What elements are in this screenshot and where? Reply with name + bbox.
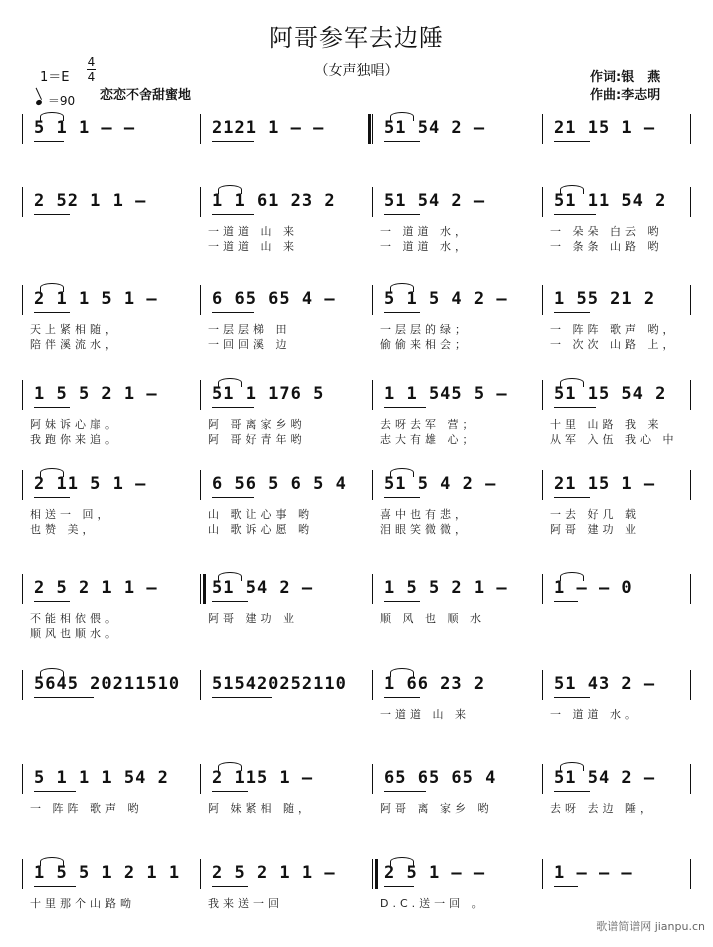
lyric-line-1: 一层层梯 田: [208, 323, 291, 336]
beam-line: [34, 312, 70, 313]
slur-mark: [218, 185, 242, 194]
barline: [200, 574, 201, 604]
beam-line: [34, 497, 70, 498]
measure-notes: 1 5 5 1 2 1 1: [34, 863, 181, 883]
lyric-line-2: 一 次次 山路 上，: [550, 338, 678, 351]
measure-notes: 1 – – 0: [554, 578, 633, 598]
slur-mark: [218, 572, 242, 581]
lyric-line-1: 十里 山路 我 来: [550, 418, 663, 431]
beam-line: [34, 214, 70, 215]
lyric-line-2: 从军 入伍 我心 中: [550, 433, 678, 446]
repeat-barline: [368, 114, 371, 144]
measure-notes: 515420252110: [212, 674, 347, 694]
barline: [200, 114, 201, 144]
lyric-line-1: 一 阵阵 歌声 哟: [30, 802, 143, 815]
lyric-line-2: 一 道道 水，: [380, 240, 470, 253]
barline: [542, 670, 543, 700]
score-row: [0, 185, 713, 275]
beam-line: [384, 601, 420, 602]
tempo-marking: [36, 92, 75, 109]
lyric-line-1: D.C.送一回 。: [380, 897, 487, 910]
beam-line: [384, 312, 420, 313]
barline: [690, 470, 691, 500]
barline: [372, 187, 373, 217]
measure-notes: 1 5 5 2 1 –: [384, 578, 508, 598]
tempo-value: ＝90: [47, 94, 76, 108]
barline: [690, 670, 691, 700]
measure-notes: 2 5 2 1 1 –: [34, 578, 158, 598]
beam-line: [34, 886, 76, 887]
barline: [200, 470, 201, 500]
barline: [200, 380, 201, 410]
measure-notes: 51 15 54 2: [554, 384, 667, 404]
beam-line: [34, 407, 70, 408]
measure-notes: 1 – – –: [554, 863, 633, 883]
lyric-line-2: 阿 哥好青年哟: [208, 433, 306, 446]
barline: [690, 187, 691, 217]
beam-line: [554, 312, 590, 313]
measure-notes: 21 15 1 –: [554, 474, 656, 494]
measure-notes: 2 11 5 1 –: [34, 474, 147, 494]
time-signature-bottom: 4: [87, 70, 96, 84]
measure-notes: 6 65 65 4 –: [212, 289, 336, 309]
barline: [542, 764, 543, 794]
measure-notes: 65 65 65 4: [384, 768, 497, 788]
barline: [372, 114, 373, 144]
beam-line: [384, 497, 420, 498]
lyric-line-1: 天上紧相随，: [30, 323, 120, 336]
barline: [542, 187, 543, 217]
barline: [200, 764, 201, 794]
beam-line: [212, 497, 254, 498]
measure-notes: 51 54 2 –: [384, 191, 486, 211]
time-signature-top: 4: [87, 55, 96, 69]
barline: [22, 380, 23, 410]
lyric-line-2: 志大有雄 心；: [380, 433, 478, 446]
lyric-line-1: 喜中也有悲，: [380, 508, 470, 521]
beam-line: [554, 407, 596, 408]
measure-notes: 21 15 1 –: [554, 118, 656, 138]
beam-line: [554, 886, 578, 887]
measure-notes: 1 1 545 5 –: [384, 384, 508, 404]
measure-notes: 5645 20211510: [34, 674, 181, 694]
measure-notes: 1 5 5 2 1 –: [34, 384, 158, 404]
barline: [200, 187, 201, 217]
lyric-line-1: 不能相依偎。: [30, 612, 120, 625]
lyric-line-2: 阿哥 建功 业: [550, 523, 640, 536]
barline: [22, 114, 23, 144]
measure-notes: 5 1 1 – –: [34, 118, 136, 138]
barline: [372, 470, 373, 500]
measure-notes: 51 54 2 –: [384, 118, 486, 138]
lyric-line-1: 阿哥 离 家乡 哟: [380, 802, 493, 815]
beam-line: [554, 601, 578, 602]
measure-notes: 2 5 1 – –: [384, 863, 486, 883]
lyric-line-1: 一 道道 水。: [550, 708, 640, 721]
beam-line: [384, 697, 420, 698]
slur-mark: [390, 283, 414, 292]
measure-notes: 1 55 21 2: [554, 289, 656, 309]
lyric-line-1: 顺 风 也 顺 水: [380, 612, 485, 625]
lyric-line-2: 一 条条 山路 哟: [550, 240, 663, 253]
slur-mark: [560, 378, 584, 387]
quarter-note-icon: [35, 99, 43, 106]
barline: [542, 380, 543, 410]
slur-mark: [560, 572, 584, 581]
lyric-line-1: 一层层的绿；: [380, 323, 470, 336]
slur-mark: [390, 468, 414, 477]
slur-mark: [218, 378, 242, 387]
lyric-line-1: 相送一 回，: [30, 508, 113, 521]
barline: [372, 764, 373, 794]
lyric-line-1: 一 道道 水，: [380, 225, 470, 238]
composer-credit: 作曲:李志明: [590, 88, 661, 103]
slur-mark: [560, 762, 584, 771]
barline: [542, 114, 543, 144]
measure-notes: 51 1 176 5: [212, 384, 325, 404]
lyric-line-1: 一去 好几 载: [550, 508, 640, 521]
beam-line: [212, 214, 254, 215]
slur-mark: [40, 283, 64, 292]
lyric-line-1: 阿妹诉心扉。: [30, 418, 120, 431]
score-row: [0, 762, 713, 852]
measure-notes: 51 5 4 2 –: [384, 474, 497, 494]
lyric-line-1: 十里那个山路呦: [30, 897, 135, 910]
beam-line: [554, 791, 590, 792]
beam-line: [212, 407, 254, 408]
lyric-line-1: 去呀 去边 陲，: [550, 802, 655, 815]
lyric-line-1: 山 歌让心事 哟: [208, 508, 313, 521]
site-watermark: 歌谱简谱网 jianpu.cn: [596, 920, 705, 933]
barline: [372, 285, 373, 315]
lyric-line-1: 阿 哥离家乡哟: [208, 418, 306, 431]
lyric-line-2: 一回回溪 边: [208, 338, 291, 351]
score-row: [0, 668, 713, 758]
measure-notes: 51 11 54 2: [554, 191, 667, 211]
barline: [22, 285, 23, 315]
lyric-line-1: 我来送一回: [208, 897, 283, 910]
beam-line: [212, 697, 272, 698]
barline: [690, 574, 691, 604]
beam-line: [212, 141, 254, 142]
score-row: [0, 572, 713, 662]
slur-mark: [40, 857, 64, 866]
slur-mark: [390, 857, 414, 866]
slur-mark: [40, 668, 64, 677]
barline: [22, 470, 23, 500]
lyric-line-1: 阿 妹紧相 随，: [208, 802, 313, 815]
beam-line: [554, 214, 596, 215]
slur-mark: [560, 185, 584, 194]
measure-notes: 1 66 23 2: [384, 674, 486, 694]
measure-notes: 6 56 5 6 5 4: [212, 474, 347, 494]
beam-line: [384, 791, 426, 792]
barline: [200, 670, 201, 700]
barline: [542, 285, 543, 315]
barline: [542, 470, 543, 500]
barline: [22, 574, 23, 604]
beam-line: [34, 141, 64, 142]
measure-notes: 1 1 61 23 2: [212, 191, 336, 211]
barline: [22, 670, 23, 700]
lyric-line-2: 也赞 美，: [30, 523, 98, 536]
barline: [690, 764, 691, 794]
score-row: [0, 378, 713, 468]
measure-notes: 5 1 1 1 54 2: [34, 768, 169, 788]
barline: [22, 187, 23, 217]
lyric-line-1: 一道道 山 来: [380, 708, 470, 721]
barline: [690, 859, 691, 889]
measure-notes: 51 43 2 –: [554, 674, 656, 694]
beam-line: [34, 601, 70, 602]
measure-notes: 51 54 2 –: [212, 578, 314, 598]
lyric-line-2: 偷偷来相会；: [380, 338, 470, 351]
measure-notes: 2 52 1 1 –: [34, 191, 147, 211]
time-signature: [87, 56, 96, 83]
barline: [200, 285, 201, 315]
slur-mark: [390, 668, 414, 677]
beam-line: [384, 407, 426, 408]
key-signature: 1＝E: [40, 70, 70, 85]
barline: [22, 764, 23, 794]
measure-notes: 51 54 2 –: [554, 768, 656, 788]
lyric-line-2: 泪眼笑微微，: [380, 523, 470, 536]
lyric-line-2: 陪伴溪流水，: [30, 338, 120, 351]
beam-line: [554, 141, 590, 142]
barline: [542, 574, 543, 604]
barline: [372, 380, 373, 410]
beam-line: [554, 697, 590, 698]
slur-mark: [40, 468, 64, 477]
beam-line: [384, 214, 420, 215]
barline: [690, 380, 691, 410]
score-row: [0, 468, 713, 558]
slur-mark: [218, 762, 242, 771]
barline: [372, 670, 373, 700]
beam-line: [384, 886, 414, 887]
barline: [542, 859, 543, 889]
lyric-line-1: 阿哥 建功 业: [208, 612, 298, 625]
lyric-line-1: 去呀去军 营；: [380, 418, 478, 431]
barline: [372, 859, 373, 889]
beam-line: [384, 141, 420, 142]
expression-marking: 恋恋不舍甜蜜地: [100, 88, 192, 103]
lyric-line-2: 顺风也顺水。: [30, 627, 120, 640]
repeat-barline: [203, 574, 206, 604]
measure-notes: 5 1 5 4 2 –: [384, 289, 508, 309]
beam-line: [212, 886, 248, 887]
song-title: 阿哥参军去边陲: [269, 24, 444, 52]
beam-line: [34, 791, 76, 792]
barline: [690, 285, 691, 315]
beam-line: [554, 497, 590, 498]
measure-notes: 2 1 1 5 1 –: [34, 289, 158, 309]
barline: [690, 114, 691, 144]
beam-line: [34, 697, 94, 698]
measure-notes: 2121 1 – –: [212, 118, 325, 138]
measure-notes: 2 5 2 1 1 –: [212, 863, 336, 883]
beam-line: [212, 312, 254, 313]
lyric-line-2: 一道道 山 来: [208, 240, 298, 253]
beam-line: [212, 791, 248, 792]
measure-notes: 2 115 1 –: [212, 768, 314, 788]
score-row: [0, 283, 713, 373]
slur-mark: [390, 112, 414, 121]
slur-mark: [40, 112, 64, 121]
lyric-line-1: 一道道 山 来: [208, 225, 298, 238]
double-barline: [375, 859, 378, 889]
lyric-line-2: 山 歌诉心愿 哟: [208, 523, 313, 536]
barline: [372, 574, 373, 604]
lyric-line-2: 我跑你来追。: [30, 433, 120, 446]
barline: [200, 859, 201, 889]
song-subtitle: （女声独唱）: [314, 63, 399, 79]
lyric-line-1: 一 朵朵 白云 哟: [550, 225, 663, 238]
lyric-line-1: 一 阵阵 歌声 哟，: [550, 323, 678, 336]
lyricist-credit: 作词:银 燕: [590, 70, 661, 85]
barline: [22, 859, 23, 889]
beam-line: [212, 601, 248, 602]
